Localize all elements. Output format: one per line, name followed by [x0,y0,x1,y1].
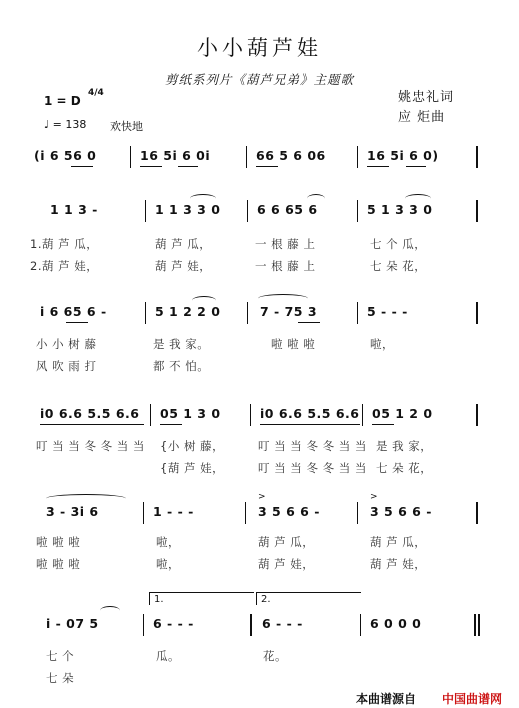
measure: 1 - - - [153,504,194,519]
measure: 6 - - - [153,616,194,631]
barline [360,614,361,636]
source-label: 本曲谱源自 [356,692,417,706]
barline [476,404,478,426]
site-watermark[interactable]: 中国曲谱网 [442,692,503,706]
barline [245,502,246,524]
key-signature: 1 = D [44,94,81,108]
measure: 16 5i 6 0) [367,148,439,163]
barline [145,200,146,222]
measure: 05 1 2 0 [372,406,433,421]
barline [357,146,358,168]
barline [247,200,248,222]
barline [150,404,151,426]
barline [143,502,144,524]
score-system-1 [0,146,519,170]
measure: 1 1 3 3 0 [155,202,221,217]
composer-credit: 应 炬曲 [398,110,446,125]
time-signature-value: 4/4 [88,88,104,98]
measure: 3 - 3i 6 [46,504,99,519]
measure: 5 - - - [367,304,408,319]
measure: 6 6 65 6 [257,202,318,217]
time-signature [88,88,104,98]
measure: 1 1 3 - [50,202,98,217]
measure: 7 - 75 3 [260,304,318,319]
measure: 3 5 6 6 - [370,504,432,519]
measure: 16 5i 6 0i [140,148,211,163]
barline [357,302,358,324]
measure: 5 1 3 3 0 [367,202,433,217]
measure: 6 - - - [262,616,303,631]
measure: 5 1 2 2 0 [155,304,221,319]
barline [362,404,363,426]
barline [476,302,478,324]
lyricist-credit: 姚忠礼词 [398,90,455,105]
score-system-4 [0,404,519,428]
tempo-marking: 欢快地 [110,120,143,133]
measure: 3 5 6 6 - [258,504,320,519]
score-system-6 [0,614,519,638]
barline [143,614,144,636]
volta-2: 2. [256,592,361,605]
volta-1: 1. [149,592,254,605]
barline [357,502,358,524]
barline [476,200,478,222]
score-system-2 [0,200,519,224]
barline [357,200,358,222]
song-title: 小小葫芦娃 [197,36,322,60]
measure: 66 5 6 06 [256,148,326,163]
measure: 05 1 3 0 [160,406,221,421]
barline [476,502,478,524]
barline [476,146,478,168]
score-system-3 [0,302,519,326]
barline [130,146,131,168]
repeat-barline [250,614,252,636]
barline [250,404,251,426]
final-barline [474,614,476,636]
barline [145,302,146,324]
measure: i0 6.6 5.5 6.6 [40,406,140,421]
score-system-5: 3 - 3i 6 1 - - - 3 5 6 6 - 3 5 6 6 - > > [0,502,519,526]
measure: i 6 65 6 - [40,304,107,319]
measure: i - 07 5 [46,616,99,631]
song-subtitle: 剪纸系列片《葫芦兄弟》主题歌 [164,72,354,87]
barline [246,146,247,168]
measure: (i 6 56 0 [34,148,97,163]
tempo-value: ♩ = 138 [44,118,87,131]
measure: i0 6.6 5.5 6.6 [260,406,360,421]
measure: 6 0 0 0 [370,616,422,631]
final-barline [478,614,480,636]
barline [247,302,248,324]
